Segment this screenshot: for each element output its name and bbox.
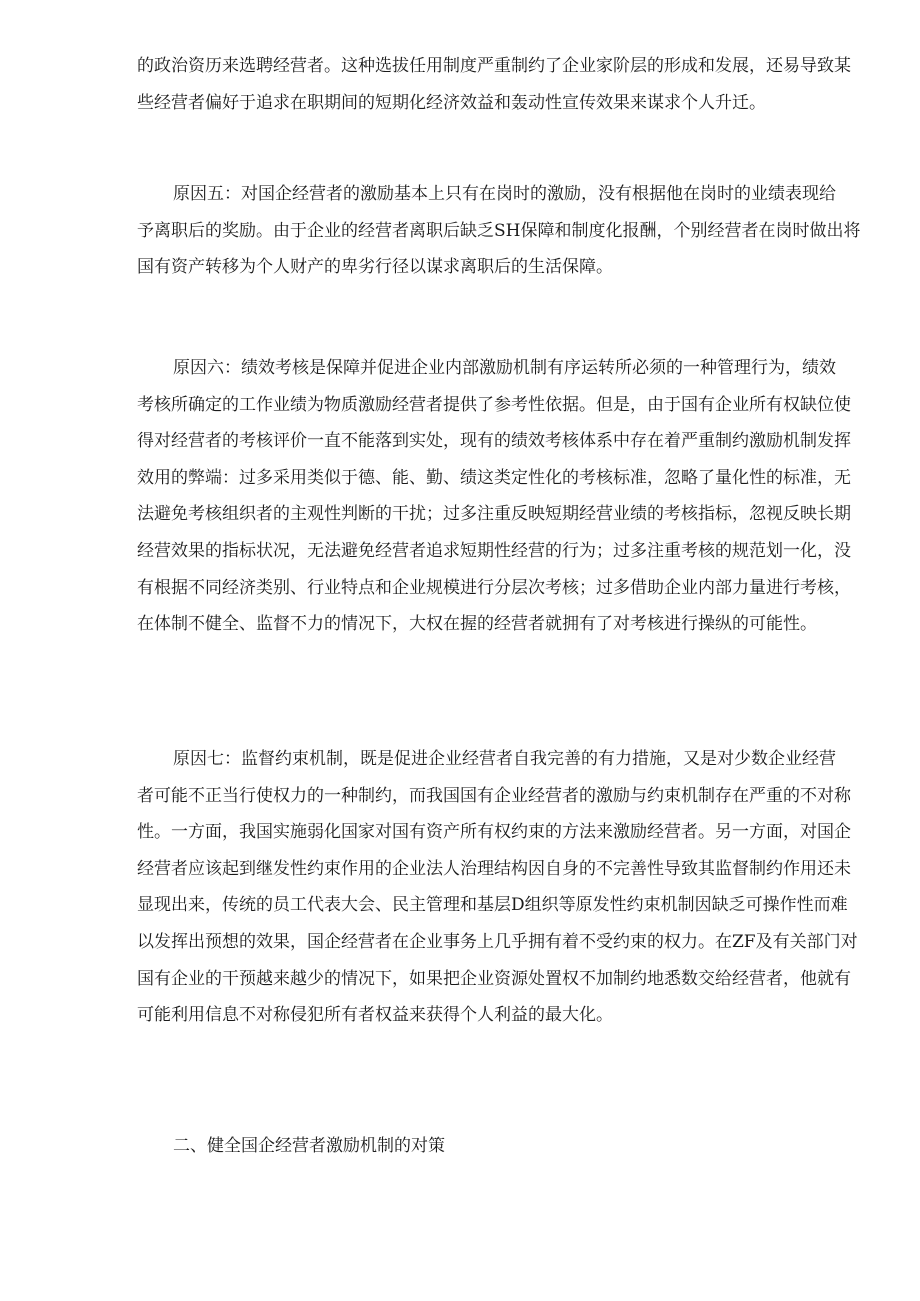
text-line: 以发挥出预想的效果，国企经营者在企业事务上几乎拥有着不受约束的权力。在ZF及有关部门对 [137, 931, 858, 952]
text-line: 原因七：监督约束机制，既是促进企业经营者自我完善的有力措施，又是对少数企业经营 [173, 749, 836, 769]
text-line: 些经营者偏好于追求在职期间的短期化经济效益和轰动性宣传效果来谋求个人升迁。 [137, 92, 766, 113]
text-line: 考核所确定的工作业绩为物质激励经营者提供了参考性依据。但是，由于国有企业所有权缺位使 [137, 394, 851, 415]
text-line: 法避免考核组织者的主观性判断的干扰；过多注重反映短期经营业绩的考核指标，忽视反映长期 [137, 504, 851, 525]
text-line: 性。一方面，我国实施弱化国家对国有资产所有权约束的方法来激励经营者。另一方面，对国企 [137, 822, 851, 843]
text-line: 经营效果的指标状况，无法避免经营者追求短期性经营的行为；过多注重考核的规范划一化，没 [137, 540, 851, 561]
paragraph-reason-six [137, 350, 851, 643]
text-line: 原因六：绩效考核是保障并促进企业内部激励机制有序运转所必须的一种管理行为，绩效 [173, 358, 836, 378]
text-line: 予离职后的奖励。由于企业的经营者离职后缺乏SH保障和制度化报酬，个别经营者在岗时做出将 [137, 220, 861, 241]
section-heading [137, 1128, 787, 1165]
text-line: 显现出来，传统的员工代表大会、民主管理和基层D组织等原发性约束机制因缺乏可操作性而难 [137, 895, 848, 916]
paragraph-reason-seven [137, 741, 858, 1034]
text-line: 原因五：对国企经营者的激励基本上只有在岗时的激励，没有根据他在岗时的业绩表现给 [173, 184, 836, 204]
text-line: 得对经营者的考核评价一直不能落到实处，现有的绩效考核体系中存在着严重制约激励机制发挥 [137, 431, 851, 452]
text-line: 有根据不同经济类别、行业特点和企业规模进行分层次考核；过多借助企业内部力量进行考核， [137, 577, 851, 598]
paragraph-selection-continuation [137, 48, 851, 121]
text-line: 的政治资历来选聘经营者。这种选拔任用制度严重制约了企业家阶层的形成和发展，还易导致某 [137, 56, 851, 76]
text-line: 可能利用信息不对称侵犯所有者权益来获得个人利益的最大化。 [137, 1005, 613, 1026]
text-line: 效用的弊端：过多采用类似于德、能、勤、绩这类定性化的考核标准，忽略了量化性的标准，无 [137, 467, 851, 488]
text-line: 经营者应该起到继发性约束作用的企业法人治理结构因自身的不完善性导致其监督制约作用还未 [137, 858, 851, 879]
text-line: 国有资产转移为个人财产的卑劣行径以谋求离职后的生活保障。 [137, 257, 613, 278]
text-line: 在体制不健全、监督不力的情况下，大权在握的经营者就拥有了对考核进行操纵的可能性。 [137, 614, 817, 635]
text-line: 国有企业的干预越来越少的情况下，如果把企业资源处置权不加制约地悉数交给经营者，他就有 [137, 968, 851, 989]
section-heading-text: 二、健全国企经营者激励机制的对策 [173, 1136, 445, 1156]
paragraph-reason-five [137, 176, 861, 286]
text-line: 者可能不正当行使权力的一种制约，而我国国有企业经营者的激励与约束机制存在严重的不对称 [137, 785, 851, 806]
